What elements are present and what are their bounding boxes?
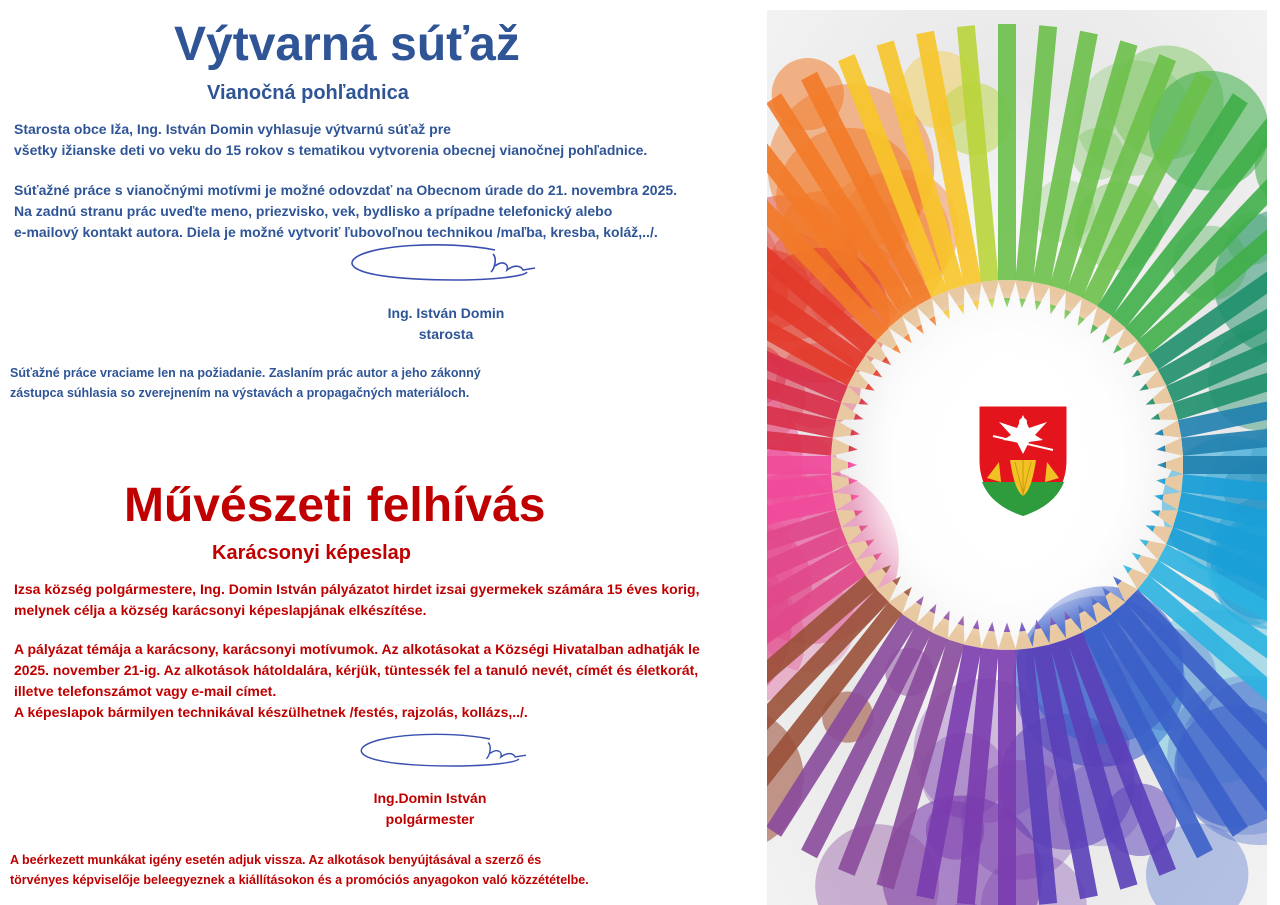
signer-name: Ing.Domin István: [373, 790, 487, 806]
text-line: e-mailový kontakt autora. Diela je možné vytvoriť ľubovoľnou technikou /maľba, kresba, koláž,../.: [14, 224, 658, 240]
sk-subtitle: Vianočná pohľadnica: [207, 82, 409, 104]
text-line: Súťažné práce vraciame len na požiadanie. Zaslaním prác autor a jeho zákonný: [10, 366, 481, 380]
text-line: Starosta obce Iža, Ing. István Domin vyhlasuje výtvarnú súťaž pre: [14, 121, 451, 137]
signature-icon: [345, 240, 545, 290]
sk-paragraph-2: [14, 180, 677, 243]
sk-paragraph-1: [14, 119, 647, 161]
signer-name: Ing. István Domin: [387, 305, 505, 321]
signer-role: polgármester: [385, 811, 475, 827]
text-line: Na zadnú stranu prác uveďte meno, priezvisko, vek, bydlisko a prípadne telefonický alebo: [14, 203, 613, 219]
hu-signature-block: [345, 788, 515, 830]
text-line: Súťažné práce s vianočnými motívmi je možné odovzdať na Obecnom úrade do 21. novembra 2025.: [14, 182, 678, 198]
coat-of-arms-icon: [975, 402, 1072, 516]
sk-title: Výtvarná súťaž: [174, 18, 520, 71]
hu-subtitle: Karácsonyi képeslap: [212, 542, 411, 564]
signature-icon: [350, 730, 540, 775]
text-line: törvényes képviselője beleegyeznek a kiállításokon és a promóciós anyagokon való közzétételbe.: [10, 873, 589, 887]
text-line: 2025. november 21-ig. Az alkotások hátoldalára, kérjük, tüntessék fel a tanuló nevét, címét és életkorát,: [14, 662, 699, 678]
pencil: [998, 24, 1016, 308]
text-line: zástupca súhlasia so zverejnením na výstavách a propagačných materiáloch.: [10, 386, 470, 400]
text-line: illetve telefonszámot vagy e-mail címet.: [14, 683, 277, 699]
colored-pencils-artwork: [767, 10, 1267, 905]
hu-title: Művészeti felhívás: [124, 479, 546, 532]
hu-note: [10, 850, 589, 890]
sk-note: [10, 363, 481, 403]
hu-paragraph-1: [14, 579, 700, 621]
text-line: A pályázat témája a karácsony, karácsonyi motívumok. Az alkotásokat a Községi Hivatalban adhatják le: [14, 641, 700, 657]
hu-paragraph-2: [14, 639, 700, 723]
text-line: melynek célja a község karácsonyi képeslapjának elkészítése.: [14, 602, 427, 618]
pencil: [998, 623, 1016, 905]
text-line: všetky ižianske deti vo veku do 15 rokov s tematikou vytvorenia obecnej vianočnej pohľadnice.: [14, 142, 648, 158]
sk-signature-block: [366, 303, 526, 345]
text-line: Izsa község polgármestere, Ing. Domin István pályázatot hirdet izsai gyermekek számára 15 éves korig,: [14, 581, 700, 597]
text-line: A képeslapok bármilyen technikával készülhetnek /festés, rajzolás, kollázs,../.: [14, 704, 528, 720]
text-line: A beérkezett munkákat igény esetén adjuk vissza. Az alkotások benyújtásával a szerző és: [10, 853, 542, 867]
signer-role: starosta: [418, 326, 474, 342]
